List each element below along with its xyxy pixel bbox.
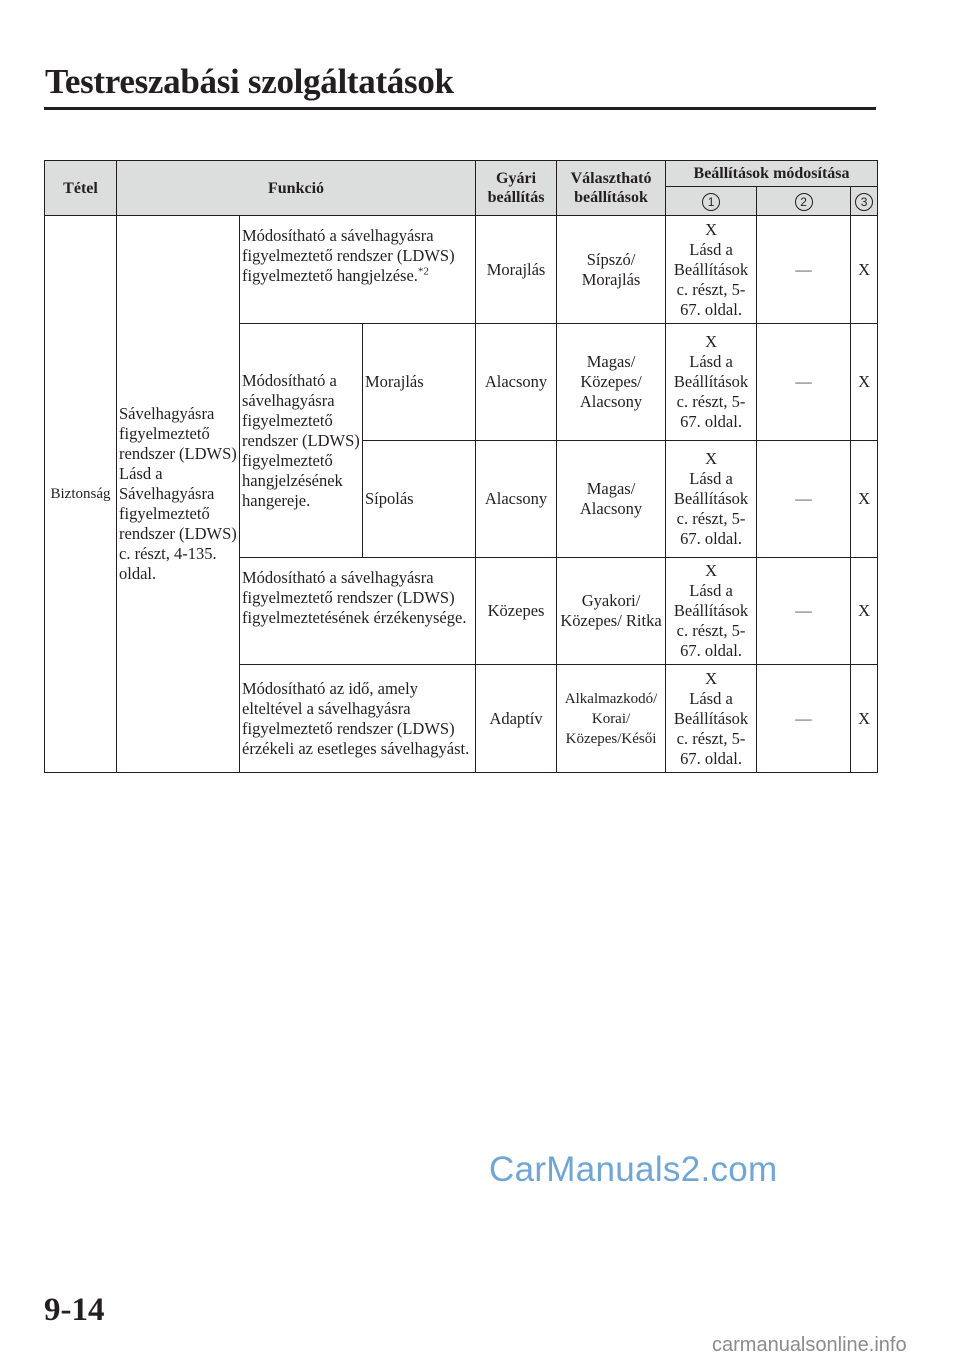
footnote-ref: *2 [417,265,429,278]
method-3-cell: X [851,665,878,773]
options-cell: Gyakori/ Közepes/ Ritka [557,558,666,665]
method-1-cell [666,558,757,665]
method-1-cell [666,324,757,441]
method-3-cell: X [851,216,878,324]
method-3-cell: X [851,558,878,665]
header-function: Funkció [117,161,476,216]
reference-text: Lásd a Beállítások c. részt, 5-67. oldal. [673,581,749,660]
reference-text: Lásd a Beállítások c. részt, 5-67. oldal. [673,688,749,768]
function-cell: Módosítható az idő, amely elteltével a sávelhagyásra figyelmeztető rendszer (LDWS) érzékeli az esetleges sávelhagyást. [240,665,476,773]
subfunction-cell: Morajlás [363,324,476,441]
page-title: Testreszabási szolgáltatások [45,62,454,101]
factory-cell: Alacsony [476,324,557,441]
function-cell: Módosítható a sávelhagyásra figyelmeztető rendszer (LDWS) figyelmeztetésének érzékenysége. [240,558,476,665]
watermark-logo: CarManuals2.com [489,1150,778,1189]
method-3-cell: X [851,324,878,441]
subcategory-cell: Sávelhagyásra figyelmeztető rendszer (LDWS) Lásd a Sávelhagyásra figyelmeztető rendszer (LDWS) c. részt, 4-135. oldal. [117,216,240,773]
header-factory: Gyári beállítás [476,161,557,216]
factory-cell: Morajlás [476,216,557,324]
method-1-cell [666,441,757,558]
category-cell: Biztonság [45,216,117,773]
header-selectable: Választható beállítások [557,161,666,216]
factory-cell: Alacsony [476,441,557,558]
function-cell [240,216,476,324]
function-cell: Módosítható a sávelhagyásra figyelmeztető rendszer (LDWS) figyelmeztető hangjelzésének hangereje. [240,324,363,558]
circled-2-icon: 2 [795,193,813,211]
x-mark: X [705,449,717,468]
reference-text: Lásd a Beállítások c. részt, 5-67. oldal. [673,352,749,431]
reference-text: Lásd a Beállítások c. részt, 5-67. oldal. [673,469,749,548]
options-cell: Alkalmazkodó/ Korai/ Közepes/Késői [557,665,666,773]
x-mark: X [705,219,717,239]
page-number: 9-14 [44,1292,105,1328]
header-method-1 [666,187,757,216]
options-cell: Magas/ Alacsony [557,441,666,558]
factory-cell: Közepes [476,558,557,665]
table-row [45,216,878,324]
subfunction-cell: Sípolás [363,441,476,558]
x-mark: X [705,668,717,688]
reference-text: Lásd a Beállítások c. részt, 5-67. oldal. [673,239,749,319]
header-item: Tétel [45,161,117,216]
factory-cell: Adaptív [476,665,557,773]
x-mark: X [705,561,717,580]
header-method-2 [757,187,851,216]
footer-site-link[interactable]: carmanualsonline.info [712,1334,907,1356]
method-2-cell: — [757,441,851,558]
header-method-3 [851,187,878,216]
options-cell: Sípszó/ Morajlás [557,216,666,324]
function-text: Módosítható a sávelhagyásra figyelmeztető rendszer (LDWS) figyelmeztető hangjelzése. [242,226,455,285]
method-2-cell: — [757,216,851,324]
title-rule [44,107,876,110]
circled-3-icon: 3 [855,193,873,211]
circled-1-icon: 1 [702,193,720,211]
options-cell: Magas/ Közepes/ Alacsony [557,324,666,441]
x-mark: X [705,332,717,351]
header-modify: Beállítások módosítása [666,161,878,187]
method-1-cell [666,216,757,324]
method-2-cell: — [757,558,851,665]
method-2-cell: — [757,665,851,773]
method-2-cell: — [757,324,851,441]
method-1-cell [666,665,757,773]
settings-table [44,160,878,773]
method-3-cell: X [851,441,878,558]
